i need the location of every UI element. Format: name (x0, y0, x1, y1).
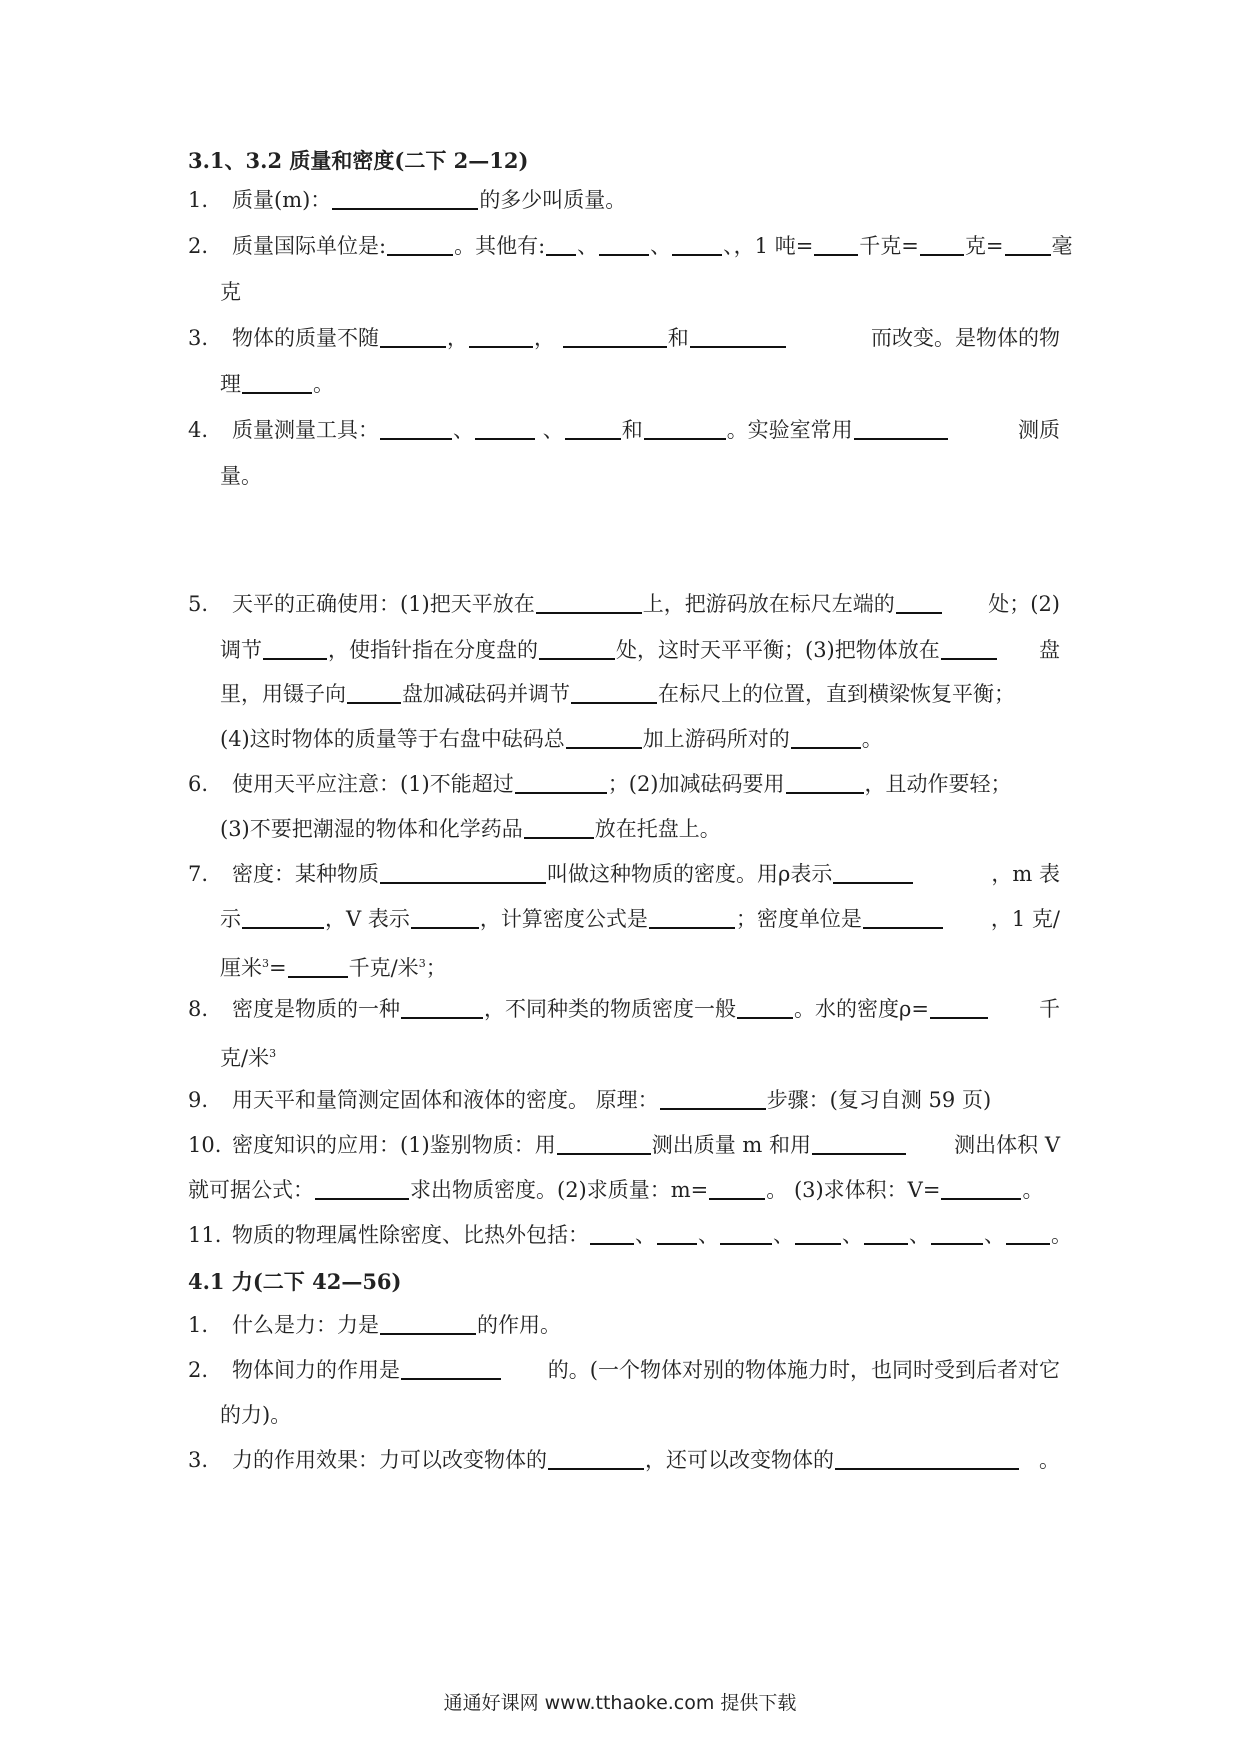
blank[interactable] (864, 1221, 908, 1245)
blank[interactable] (896, 590, 942, 614)
blank[interactable] (566, 725, 642, 749)
blank[interactable] (786, 770, 864, 794)
blank[interactable] (380, 324, 446, 348)
blank[interactable] (401, 995, 483, 1019)
item-6: 6. 使用天平应注意：(1)不能超过 ；(2)加减砝码要用 ，且动作要轻； (188, 772, 1012, 796)
section-title-mass-density: 3.1、3.2 质量和密度(二下 2—12) (188, 148, 529, 173)
blank[interactable] (709, 1176, 765, 1200)
blank[interactable] (854, 416, 948, 440)
blank[interactable] (833, 860, 913, 884)
blank[interactable] (288, 954, 348, 978)
blank[interactable] (565, 416, 621, 440)
blank[interactable] (931, 1221, 983, 1245)
item-10-line-2: 就可据公式： 求出物质密度。(2)求质量：m= 。 (3)求体积：V= 。 (188, 1178, 1044, 1202)
blank[interactable] (1005, 232, 1051, 256)
force-item-3: 3. 力的作用效果：力可以改变物体的 ，还可以改变物体的 。 (188, 1448, 1060, 1472)
item-2: 2. 质量国际单位是: 。其他有: 、 、 、，1 吨= 千克= 克= 毫 (188, 234, 1073, 258)
blank[interactable] (411, 905, 479, 929)
blank[interactable] (720, 1221, 772, 1245)
item-5-line-2: 调节 ，使指针指在分度盘的 处，这时天平平衡；(3)把物体放在 盘 (220, 638, 1060, 662)
blank[interactable] (812, 1131, 906, 1155)
blank[interactable] (387, 232, 453, 256)
blank[interactable] (599, 232, 649, 256)
item-2-cont: 克 (220, 280, 241, 304)
blank[interactable] (737, 995, 793, 1019)
blank[interactable] (548, 1446, 644, 1470)
item-9: 9. 用天平和量筒测定固体和液体的密度。 原理： 步骤：(复习自测 59 页) (188, 1088, 992, 1112)
blank[interactable] (536, 590, 642, 614)
blank[interactable] (657, 1221, 697, 1245)
blank[interactable] (242, 905, 324, 929)
item-8-line-2: 克/米$^3$ (220, 1046, 277, 1070)
blank[interactable] (941, 636, 997, 660)
item-1: 1. 质量(m)： 的多少叫质量。 (188, 188, 627, 212)
item-5: 5. 天平的正确使用：(1)把天平放在 上，把游码放在标尺左端的 处；(2) (188, 592, 1060, 616)
blank[interactable] (347, 680, 401, 704)
blank[interactable] (920, 232, 964, 256)
blank[interactable] (571, 680, 657, 704)
blank[interactable] (690, 324, 786, 348)
blank[interactable] (380, 416, 452, 440)
item-3-cont: 理 。 (220, 372, 334, 396)
blank[interactable] (539, 636, 615, 660)
item-5-line-4: (4)这时物体的质量等于右盘中砝码总 加上游码所对的 。 (220, 727, 883, 751)
item-3: 3. 物体的质量不随 ， ， 和 而改变。是物体的物 (188, 326, 1060, 350)
blank[interactable] (475, 416, 535, 440)
blank[interactable] (524, 815, 594, 839)
item-7-line-2: 示 ，V 表示 ，计算密度公式是 ；密度单位是 ，1 克/ (220, 907, 1060, 931)
blank[interactable] (546, 232, 576, 256)
blank[interactable] (263, 636, 327, 660)
item-6-line-2: (3)不要把潮湿的物体和化学药品 放在托盘上。 (220, 817, 721, 841)
blank[interactable] (835, 1446, 1019, 1470)
item-5-line-3: 里，用镊子向 盘加减砝码并调节 在标尺上的位置，直到横梁恢复平衡； (220, 682, 1015, 706)
blank[interactable] (590, 1221, 634, 1245)
item-4-cont: 量。 (220, 464, 262, 488)
blank[interactable] (469, 324, 533, 348)
blank[interactable] (515, 770, 607, 794)
blank[interactable] (380, 1311, 476, 1335)
item-7: 7. 密度：某种物质 叫做这种物质的密度。用ρ表示 ，m 表 (188, 862, 1060, 886)
blank[interactable] (930, 995, 988, 1019)
force-item-2-cont: 的力)。 (220, 1403, 292, 1427)
blank[interactable] (1006, 1221, 1050, 1245)
blank[interactable] (941, 1176, 1021, 1200)
blank[interactable] (557, 1131, 651, 1155)
section-title-force: 4.1 力(二下 42—56) (188, 1269, 402, 1294)
blank[interactable] (315, 1176, 409, 1200)
force-item-1: 1. 什么是力：力是 的作用。 (188, 1313, 561, 1337)
blank[interactable] (563, 324, 667, 348)
item-11: 11. 物质的物理属性除密度、比热外包括： 、 、 、 、 、 、 。 (188, 1223, 1072, 1247)
blank[interactable] (332, 186, 478, 210)
page-footer: 通通好课网 www.tthaoke.com 提供下载 (443, 1692, 797, 1714)
blank[interactable] (863, 905, 943, 929)
blank[interactable] (401, 1356, 501, 1380)
item-8: 8. 密度是物质的一种 ，不同种类的物质密度一般 。水的密度ρ= 千 (188, 997, 1060, 1021)
blank[interactable] (649, 905, 735, 929)
blank[interactable] (795, 1221, 841, 1245)
item-10: 10. 密度知识的应用：(1)鉴别物质：用 测出质量 m 和用 测出体积 V (188, 1133, 1060, 1157)
force-item-2: 2. 物体间力的作用是 的。(一个物体对别的物体施力时，也同时受到后者对它 (188, 1358, 1060, 1382)
blank[interactable] (380, 860, 546, 884)
blank[interactable] (672, 232, 722, 256)
item-7-line-3: 厘米$^3$= 千克/米$^3$； (220, 956, 447, 980)
blank[interactable] (814, 232, 858, 256)
blank[interactable] (644, 416, 726, 440)
blank[interactable] (791, 725, 861, 749)
blank[interactable] (660, 1086, 766, 1110)
blank[interactable] (242, 370, 312, 394)
item-4: 4. 质量测量工具： 、 、 和 。实验室常用 测质 (188, 418, 1060, 442)
